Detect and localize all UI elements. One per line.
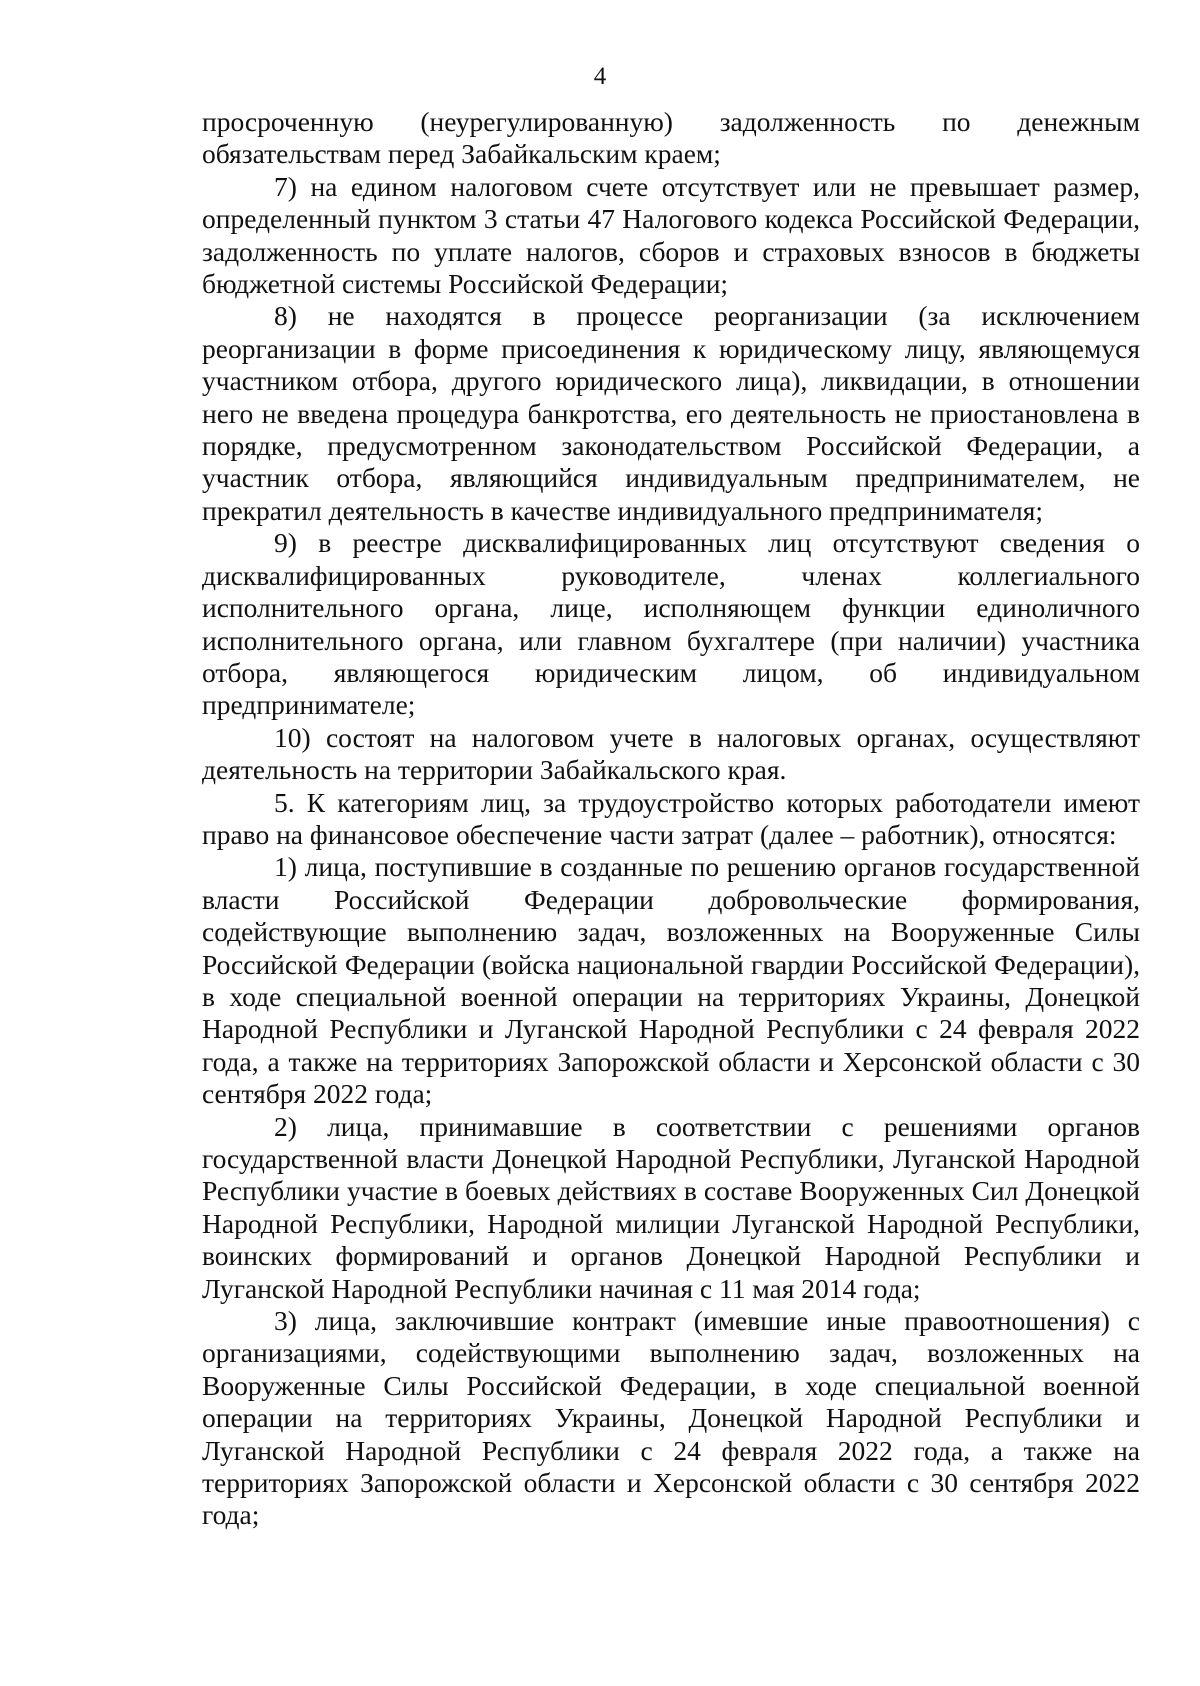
paragraph-category-1-volunteers: 1) лица, поступившие в созданные по решению органов государственной власти Российской Федерации добровольческие формирования, содействующие выполнению задач, возложенных на Вооруженные Силы Российской Федерации (войска национальной гвардии Российской Федерации), в ходе специальной военной операции на территориях Украины, Донецкой Народной Республики и Луганской Народной Республики с 24 февраля 2022 года, а также на территориях Запорожской области и Херсонской области с 30 сентября 2022 года; <box>202 851 1140 1110</box>
paragraph-category-2-combatants: 2) лица, принимавшие в соответствии с решениями органов государственной власти Донецкой Народной Республики, Луганской Народной Республики участие в боевых действиях в составе Вооруженных Сил Донецкой Народной Республики, Народной милиции Луганской Народной Республики, воинских формирований и органов Донецкой Народной Республики и Луганской Народной Республики начиная с 11 мая 2014 года; <box>202 1110 1140 1304</box>
paragraph-item-10-tax-registration: 10) состоят на налоговом учете в налоговых органах, осуществляют деятельность на территории Забайкальского края. <box>202 721 1140 786</box>
page-number: 4 <box>593 63 607 90</box>
paragraph-item-9-disqualified-persons: 9) в реестре дисквалифицированных лиц отсутствуют сведения о дисквалифицированных руководителе, членах коллегиального исполнительного органа, лице, исполняющем функции единоличного исполнительного органа, или главном бухгалтере (при наличии) участника отбора, являющегося юридическим лицом, об индивидуальном предпринимателе; <box>202 527 1140 721</box>
document-body <box>202 106 1140 1532</box>
paragraph-item-8-reorganization: 8) не находятся в процессе реорганизации (за исключением реорганизации в форме присоединения к юридическому лицу, являющемуся участником отбора, другого юридического лица), ликвидации, в отношении него не введена процедура банкротства, его деятельность не приостановлена в порядке, предусмотренном законодательством Российской Федерации, а участник отбора, являющийся индивидуальным предпринимателем, не прекратил деятельность в качестве индивидуального предпринимателя; <box>202 300 1140 526</box>
paragraph-category-3-contractors: 3) лица, заключившие контракт (имевшие иные правоотношения) с организациями, содействующими выполнению задач, возложенных на Вооруженные Силы Российской Федерации, в ходе специальной военной операции на территориях Украины, Донецкой Народной Республики и Луганской Народной Республики с 24 февраля 2022 года, а также на территориях Запорожской области и Херсонской области с 30 сентября 2022 года; <box>202 1305 1140 1531</box>
paragraph-section-5-categories: 5. К категориям лиц, за трудоустройство которых работодатели имеют право на финансовое обеспечение части затрат (далее – работник), относятся: <box>202 786 1140 850</box>
paragraph-item-7-tax-account: 7) на едином налоговом счете отсутствует или не превышает размер, определенный пунктом 3 статьи 47 Налогового кодекса Российской Федерации, задолженность по уплате налогов, сборов и страховых взносов в бюджеты бюджетной системы Российской Федерации; <box>202 170 1140 300</box>
paragraph-debt-continuation: просроченную (неурегулированную) задолженность по денежным обязательствам перед Забайкальским краем; <box>202 106 1140 170</box>
